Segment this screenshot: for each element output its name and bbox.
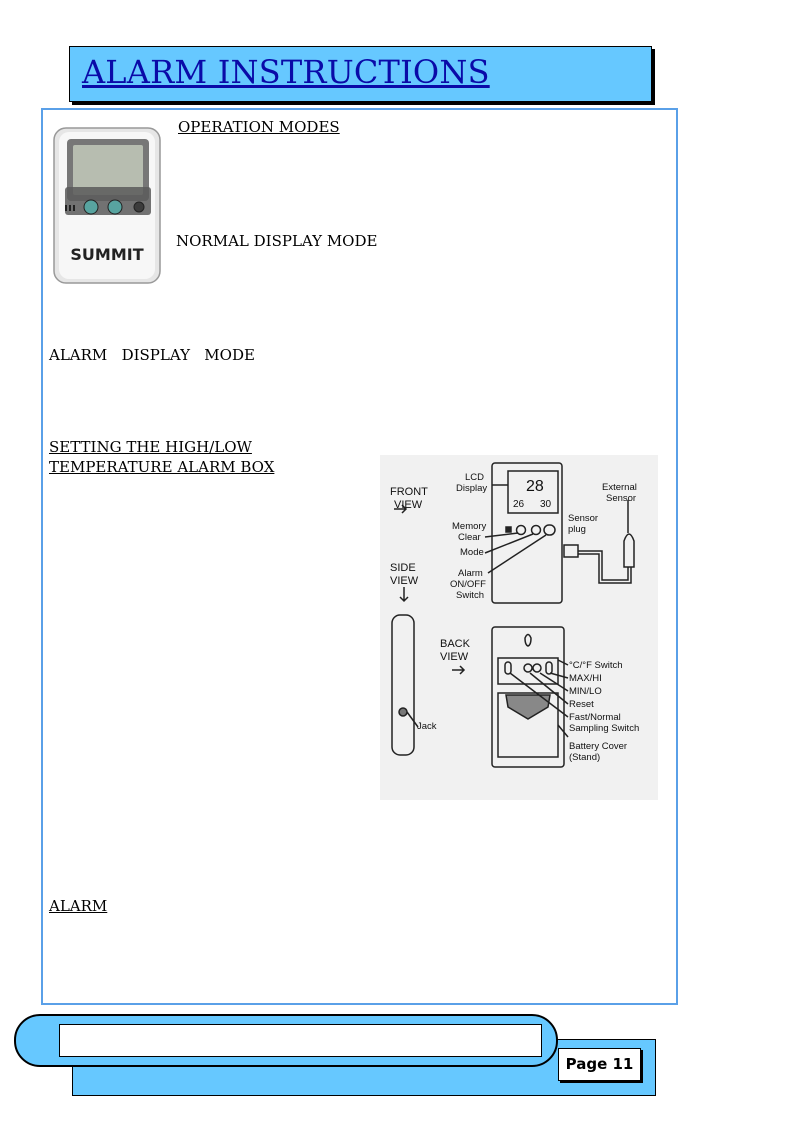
thermometer-device-photo	[53, 127, 161, 284]
title-banner	[69, 46, 652, 102]
alarm-switch-label-2: ON/OFF	[450, 579, 486, 590]
cf-switch-label: °C/°F Switch	[569, 660, 623, 671]
heading-setting-line2: TEMPERATURE ALARM BOX	[49, 458, 275, 476]
lcd-display-label-2: Display	[456, 483, 488, 494]
page-title: ALARM INSTRUCTIONS	[82, 53, 490, 91]
side-view-label-1: SIDE	[390, 562, 416, 574]
heading-normal-display-mode: NORMAL DISPLAY MODE	[176, 232, 378, 250]
max-hi-label: MAX/HI	[569, 673, 602, 684]
sensor-plug-label-1: Sensor	[568, 513, 599, 524]
min-lo-label: MIN/LO	[569, 686, 602, 697]
footer-inner-box	[59, 1024, 542, 1057]
external-sensor-label-1: External	[602, 482, 637, 493]
page-number: Page 11	[565, 1055, 634, 1073]
external-sensor-label-2: Sensor	[606, 493, 637, 504]
heading-alarm-display-mode: ALARM DISPLAY MODE	[49, 346, 255, 364]
lcd-readout-high: 30	[540, 499, 552, 510]
battery-label-1: Battery Cover	[569, 741, 628, 752]
alarm-switch-label-3: Switch	[456, 590, 484, 601]
memory-clear-label-2: Clear	[458, 532, 481, 543]
device-views-diagram	[380, 455, 658, 800]
back-view-label-2: VIEW	[440, 651, 469, 663]
sampling-label-1: Fast/Normal	[569, 712, 621, 723]
reset-label: Reset	[569, 699, 594, 710]
lcd-readout-main: 28	[526, 478, 544, 495]
front-view-label-2: VIEW	[394, 499, 423, 511]
heading-setting-line1: SETTING THE HIGH/LOW	[49, 438, 252, 456]
back-view-label-1: BACK	[440, 638, 470, 650]
heading-alarm: ALARM	[49, 897, 108, 915]
jack-label: Jack	[417, 721, 437, 732]
battery-label-2: (Stand)	[569, 752, 601, 763]
sampling-label-2: Sampling Switch	[569, 723, 640, 734]
sensor-plug-label-2: plug	[568, 524, 586, 535]
alarm-switch-label-1: Alarm	[458, 568, 483, 579]
heading-operation-modes: OPERATION MODES	[178, 118, 340, 136]
side-view-label-2: VIEW	[390, 575, 419, 587]
memory-clear-label-1: Memory	[452, 521, 487, 532]
lcd-readout-low: 26	[513, 499, 525, 510]
page-number-box	[558, 1048, 641, 1081]
mode-label: Mode	[460, 547, 484, 558]
lcd-display-label-1: LCD	[465, 472, 485, 483]
device-brand-logo: SUMMIT	[70, 245, 144, 264]
front-view-label-1: FRONT	[390, 486, 428, 498]
